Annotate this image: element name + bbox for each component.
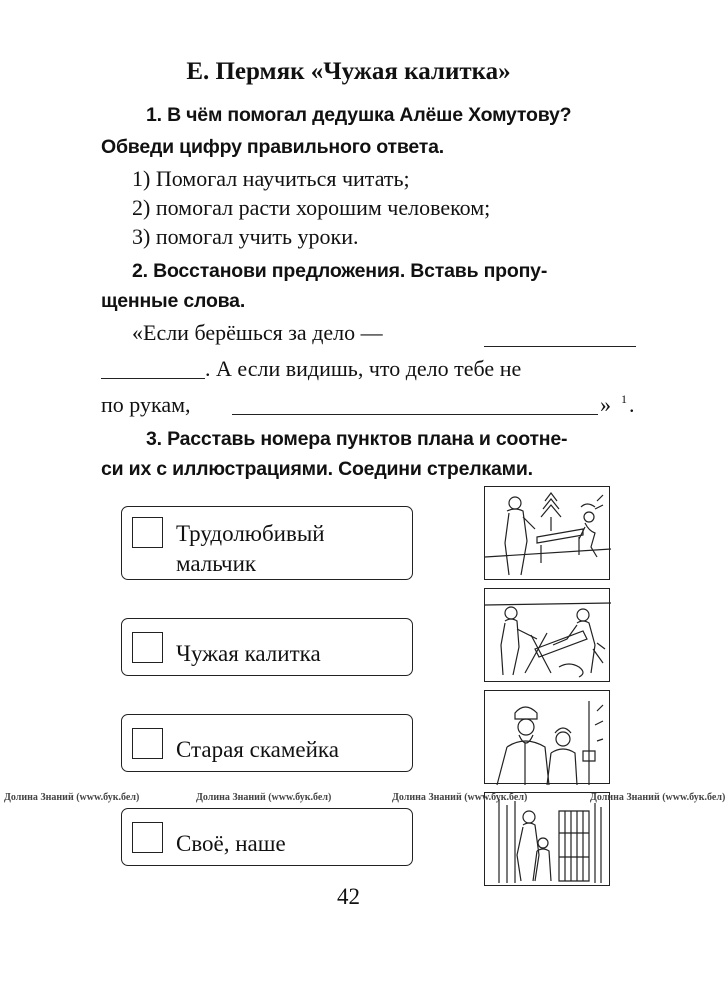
q2-period: .	[629, 392, 635, 417]
q2-footnote-mark: 1	[621, 392, 627, 406]
plan-item-4-label: Своё, наше	[176, 831, 286, 856]
plan-item-1[interactable]	[121, 506, 413, 580]
q2-sentence-line3-start: по рукам,	[101, 392, 191, 417]
q2-closing-quote: »	[600, 392, 611, 417]
q1-option-3[interactable]: 3) помогал учить уроки.	[132, 224, 359, 249]
q3-heading-line1: 3. Расставь номера пунктов плана и соотне-	[146, 428, 568, 450]
bench-illustration[interactable]	[484, 486, 610, 580]
plan-item-3-label: Старая скамейка	[176, 737, 339, 762]
watermark-3: Долина Знаний (www.бук.бел)	[392, 792, 528, 803]
number-checkbox-1[interactable]	[132, 517, 163, 548]
number-checkbox-4[interactable]	[132, 822, 163, 853]
plan-item-2[interactable]	[121, 618, 413, 676]
q2-blank-1-continued[interactable]	[101, 378, 205, 379]
q2-sentence-line2: . А если видишь, что дело тебе не	[205, 356, 522, 381]
plan-item-3[interactable]	[121, 714, 413, 772]
q1-heading-line2: Обведи цифру правильного ответа.	[101, 136, 445, 158]
plan-item-4[interactable]	[121, 808, 413, 866]
q1-heading-line1: 1. В чём помогал дедушка Алёше Хомутову?	[146, 104, 572, 126]
page-title: Е. Пермяк «Чужая калитка»	[186, 58, 511, 85]
q3-heading-line2: си их с иллюстрациями. Соедини стрелками.	[101, 458, 533, 480]
plan-item-1-label: Трудолюбивый мальчик	[176, 521, 325, 576]
page-number: 42	[337, 884, 360, 909]
watermark-4: Долина Знаний (www.бук.бел)	[590, 792, 725, 803]
q2-sentence-line1: «Если берёшься за дело —	[132, 320, 383, 345]
number-checkbox-2[interactable]	[132, 632, 163, 663]
q2-blank-1[interactable]	[484, 346, 636, 347]
q2-heading-line2: щенные слова.	[101, 290, 246, 312]
q2-blank-2[interactable]	[232, 414, 598, 415]
plan-item-2-label: Чужая калитка	[176, 641, 321, 666]
q2-heading-line1: 2. Восстанови предложения. Вставь пропу-	[132, 260, 548, 282]
sawing-illustration[interactable]	[484, 588, 610, 682]
grandfather-illustration[interactable]	[484, 690, 610, 784]
number-checkbox-3[interactable]	[132, 728, 163, 759]
watermark-1: Долина Знаний (www.бук.бел)	[4, 792, 140, 803]
gate-illustration[interactable]	[484, 792, 610, 886]
watermark-2: Долина Знаний (www.бук.бел)	[196, 792, 332, 803]
q1-option-2[interactable]: 2) помогал расти хорошим человеком;	[132, 195, 491, 220]
q1-option-1[interactable]: 1) Помогал научиться читать;	[132, 166, 410, 191]
